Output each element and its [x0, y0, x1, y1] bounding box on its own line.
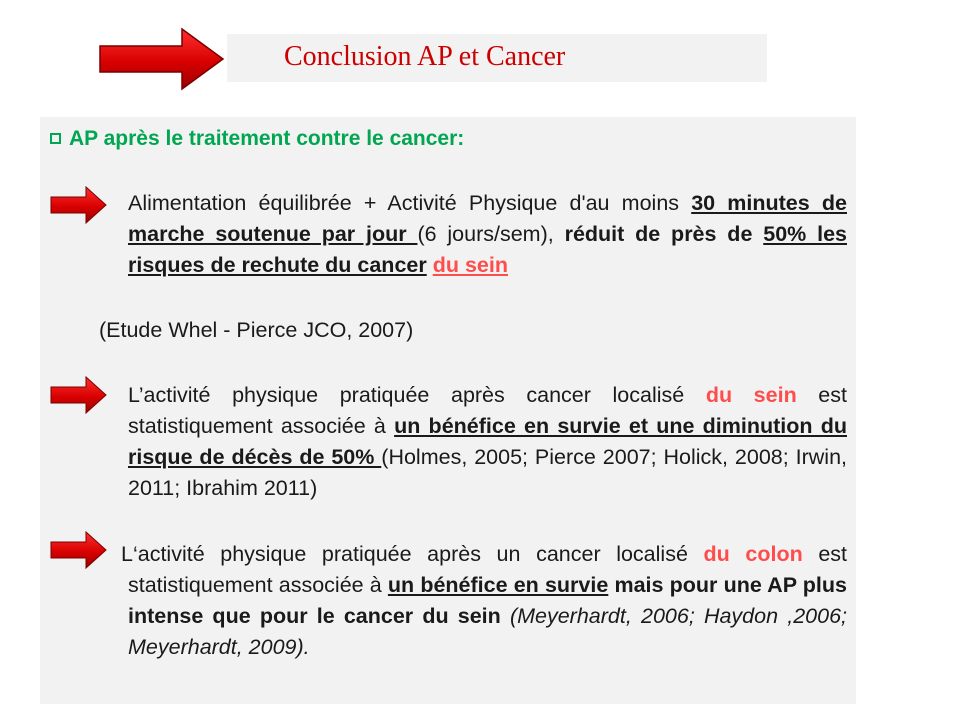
para1-breast: du sein: [432, 253, 508, 277]
paragraph-3: [121, 539, 848, 663]
title-bar: [227, 34, 767, 82]
para1-text: Alimentation équilibrée + Activité Physique d'au moins: [128, 191, 692, 215]
bullet-arrow-icon: [50, 530, 108, 570]
paragraph-1: [128, 188, 847, 281]
para3-intensity: mais pour une AP plus intense que pour le cancer du sein: [128, 573, 847, 628]
bullet-arrow-icon: [50, 185, 108, 225]
para2-citations: (Holmes, 2005; Pierce 2007; Holick, 2008; Irwin, 2011; Ibrahim 2011): [128, 445, 848, 500]
section-heading-text: AP après le traitement contre le cancer:: [69, 127, 465, 150]
paragraph-2: [128, 380, 847, 504]
para1-risk: 50% les risques de rechute du cancer: [128, 222, 847, 277]
para1-duration: 30 minutes de marche soutenue par jour: [128, 191, 847, 246]
page-title: Conclusion AP et Cancer: [284, 41, 566, 72]
para2-association: est statistiquement associée à: [128, 383, 847, 438]
para1-frequency: (6 jours/sem),: [417, 222, 565, 246]
para3-citations: (Meyerhardt, 2006; Haydon ,2006; Meyerhardt, 2009).: [128, 604, 847, 659]
para3-colon: du colon: [703, 542, 803, 566]
section-heading: [50, 127, 464, 151]
para3-benefit: un bénéfice en survie: [387, 573, 609, 597]
para2-breast: du sein: [705, 383, 797, 407]
checkbox-bullet-icon: [50, 133, 61, 144]
bullet-arrow-icon: [50, 375, 108, 415]
para1-reduction: réduit de près de: [564, 222, 764, 246]
para3-text: L‘activité physique pratiquée après un cancer localisé: [121, 542, 704, 566]
para2-text: L’activité physique pratiquée après cancer localisé: [128, 383, 706, 407]
reference-1: (Etude Whel - Pierce JCO, 2007): [99, 318, 414, 342]
title-arrow-icon: [98, 26, 226, 92]
para3-association: est statistiquement associée à: [128, 542, 848, 597]
para2-benefit: un bénéfice en survie et une diminution du risque de décès de 50%: [128, 414, 847, 469]
